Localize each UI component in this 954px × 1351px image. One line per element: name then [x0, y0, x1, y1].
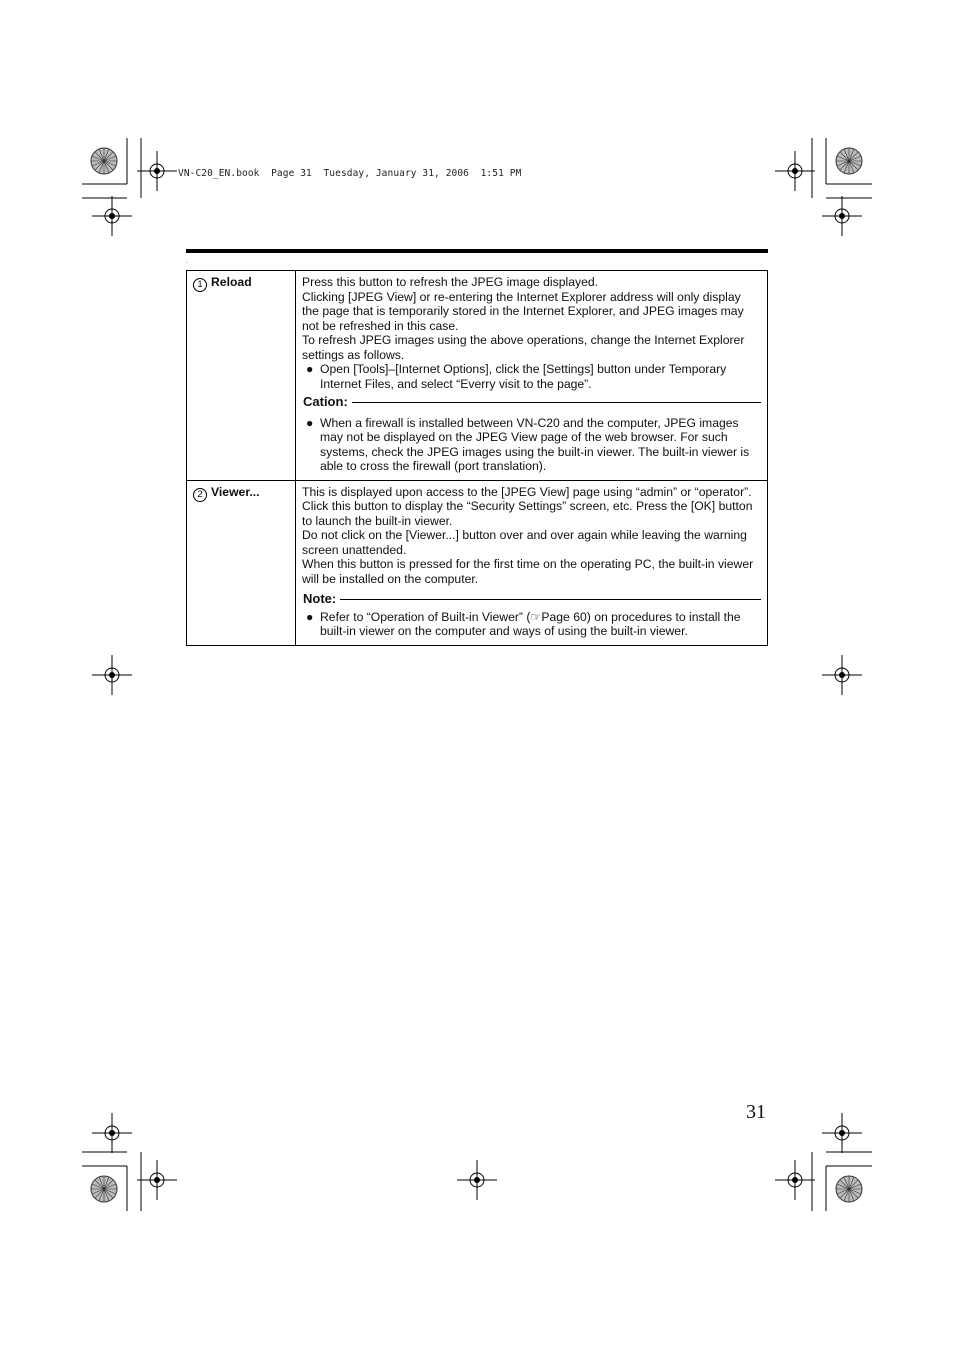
- caution-label: Cation:: [303, 394, 348, 409]
- paragraph: To refresh JPEG images using the above operations, change the Internet Explorer settings as follows.: [302, 333, 745, 362]
- row-label-text: Viewer...: [211, 484, 260, 499]
- top-rule: [186, 249, 768, 253]
- paragraph: Press this button to refresh the JPEG image displayed.: [302, 275, 599, 289]
- row-label-text: Reload: [211, 275, 252, 289]
- note-heading: [303, 592, 761, 607]
- caution-heading: [303, 395, 761, 410]
- row-label: [187, 480, 296, 645]
- print-header: VN-C20_EN.book Page 31 Tuesday, January 31, 2006 1:51 PM: [178, 168, 522, 179]
- row-description: [296, 480, 768, 645]
- number-badge: 1: [193, 278, 207, 292]
- row-description: [296, 271, 768, 481]
- bullet-icon: ●: [306, 362, 314, 376]
- table-row: [187, 480, 768, 645]
- number-badge: 2: [193, 488, 207, 502]
- note-label: Note:: [303, 591, 337, 606]
- bullet-icon: ●: [306, 609, 314, 624]
- bullet-item: ● Refer to “Operation of Built-in Viewer” (☞Page 60) on procedures to install the built-in viewer on the computer and ways of using the built-in viewer.: [306, 609, 741, 638]
- divider: [340, 599, 761, 600]
- paragraph: When this button is pressed for the first time on the operating PC, the built-in viewer will be installed on the computer.: [302, 557, 754, 586]
- bullet-icon: ●: [306, 415, 314, 430]
- paragraph: This is displayed upon access to the [JPEG View] page using “admin” or “operator”.: [302, 484, 752, 499]
- page-number: 31: [746, 1101, 766, 1123]
- paragraph: Do not click on the [Viewer...] button over and over again while leaving the warning screen unattended.: [302, 528, 747, 557]
- bullet-item: ● Open [Tools]–[Internet Options], click the [Settings] button under Temporary Internet Files, and select “Everry visit to the page”.: [306, 362, 727, 391]
- tiny-mark: .: [186, 259, 188, 265]
- table-row: [187, 271, 768, 481]
- divider: [352, 402, 761, 403]
- button-description-table: [186, 270, 768, 646]
- paragraph: Clicking [JPEG View] or re-entering the Internet Explorer address will only display the page that is temporarily stored in the Internet Explorer, and JPEG images may not be refreshed in this case.: [302, 289, 744, 333]
- row-label: [187, 271, 296, 481]
- paragraph: Click this button to display the “Security Settings” screen, etc. Press the [OK] button to launch the built-in viewer.: [302, 499, 753, 528]
- bullet-item: ● When a firewall is installed between VN-C20 and the computer, JPEG images may not be displayed on the JPEG View page of the web browser. For such systems, check the JPEG images using the built-in viewer. The built-in viewer is able to cross the firewall (port translation).: [306, 415, 750, 473]
